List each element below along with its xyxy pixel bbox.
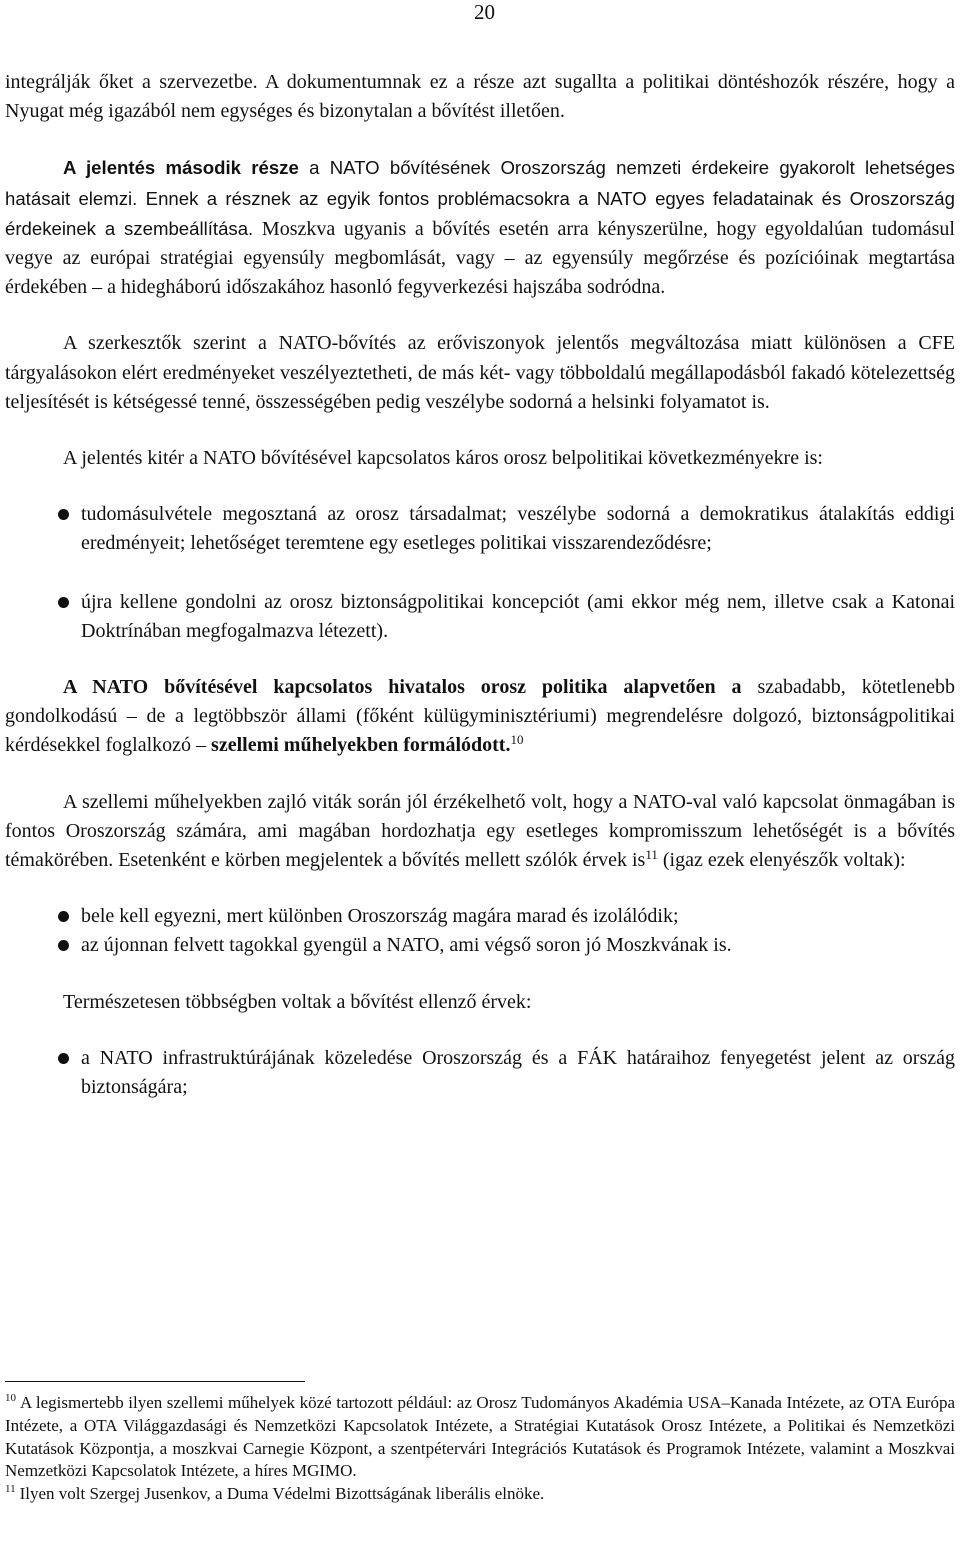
paragraph-5 [5, 673, 955, 761]
paragraph-6-text-after: (igaz ezek elenyészők voltak): [657, 849, 906, 872]
paragraph-5-text: szabadabb, kötetlenebb gondolkodású – de a legtöbbször állami (főként külügyminisztériumi) megrendelésre dolgozó, biztonságpolitikai kérdésekkel foglalkozó – [5, 676, 955, 757]
footnote-mark: 10 [5, 1392, 16, 1404]
paragraph-5-bold-1: A NATO bővítésével kapcsolatos hivatalos orosz politika alapvetően a [63, 676, 742, 699]
paragraph-4: A jelentés kitér a NATO bővítésével kapcsolatos káros orosz belpolitikai következményekre is: [63, 447, 823, 470]
list-item: tudomásulvétele megosztaná az orosz társadalmat; veszélybe sodorná a demokratikus átalakítás eddigi eredményeit; lehetőséget teremtene egy esetleges politikai visszarendeződésre; [5, 500, 955, 558]
bullet-icon [58, 911, 69, 922]
paragraph-2-bold: A jelentés második része [63, 157, 299, 179]
paragraph-1: integrálják őket a szervezetbe. A dokumentumnak ez a része azt sugallta a politikai döntéshozók részére, hogy a Nyugat még igazából nem egységes és bizonytalan a bővítést illetően. [5, 71, 955, 123]
bullet-icon [58, 597, 69, 608]
list-item: az újonnan felvett tagokkal gyengül a NATO, ami végső soron jó Moszkvának is. [5, 931, 955, 960]
list-item: bele kell egyezni, mert különben Oroszország magára marad és izolálódik; [5, 902, 955, 931]
footnote-ref-10[interactable]: 10 [510, 732, 524, 748]
list-item: a NATO infrastruktúrájának közeledése Oroszország és a FÁK határaihoz fenyegetést jelent az ország biztonságára; [5, 1044, 955, 1102]
footnote-11 [5, 1483, 955, 1506]
footnote-divider [5, 1381, 305, 1382]
bullet-icon [58, 509, 69, 520]
footnote-text: A legismertebb ilyen szellemi műhelyek közé tartozott például: az Orosz Tudományos Akadémia USA–Kanada Intézete, az OTA Európa Intézete, a OTA Világgazdasági és Nemzetközi Kapcsolatok Intézete, a Stratégiai Kutatások Orosz Intézete, a Politikai és Nemzetközi Kutatások Központja, a moszkvai Carnegie Központ, a szentpétervári Integrációs Kutatások és Programok Intézete, valamint a Moszkvai Nemzetközi Kapcsolatok Intézete, a híres MGIMO. [5, 1393, 955, 1481]
page-number: 20 [474, 0, 495, 24]
paragraph-5-bold-2: szellemi műhelyekben formálódott. [211, 734, 511, 757]
footnote-text: Ilyen volt Szergej Jusenkov, a Duma Védelmi Bizottságának liberális elnöke. [19, 1484, 545, 1504]
bullet-list-2 [5, 902, 955, 960]
paragraph-6-text: A szellemi műhelyekben zajló viták során jól érzékelhető volt, hogy a NATO-val való kapcsolat önmagában is fontos Oroszország számára, ami magában hordozhatja egy esetleges kompromisszum lehetőségét is a bővítés témakörében. Esetenként e körben megjelentek a bővítés mellett szólók érvek is [5, 790, 955, 872]
footnote-ref-11[interactable]: 11 [645, 847, 658, 863]
footnote-mark: 11 [5, 1483, 16, 1496]
document-body [5, 68, 955, 1129]
paragraph-7: Természetesen többségben voltak a bővítést ellenző érvek: [63, 990, 532, 1013]
list-item: újra kellene gondolni az orosz biztonságpolitikai koncepciót (ami ekkor még nem, illetve csak a Katonai Doktrínában megfogalmazva létezett). [5, 588, 955, 646]
bullet-icon [58, 1053, 69, 1064]
bullet-list-1 [5, 500, 955, 646]
paragraph-2-text: Moszkva ugyanis a bővítés esetén arra kényszerülne, hogy egyoldalúan tudomásul vegye az európai stratégiai egyensúly megbomlását, vagy – az egyensúly megőrzése és pozícióinak megtartása érdekében – a hidegháború időszakához hasonló fegyverkezési hajszába sodródna. [5, 217, 955, 299]
footnote-10 [5, 1392, 955, 1483]
bullet-list-3 [5, 1044, 955, 1102]
paragraph-2-sans-text: a NATO bővítésének Oroszország nemzeti érdekeire gyakorolt lehetséges hatásait elemzi. Ennek a résznek az egyik fontos problémacsokra a NATO egyes feladatainak és Oroszország érdekeinek a szembeállítása. [5, 157, 955, 239]
paragraph-2 [5, 153, 955, 302]
paragraph-6 [5, 788, 955, 876]
paragraph-3: A szerkesztők szerint a NATO-bővítés az erőviszonyok jelentős megváltozása miatt különösen a CFE tárgyalásokon elért eredményeket veszélyeztetheti, de más két- vagy többoldalú megállapodásból fakadó kötelezettség teljesítését is kétségessé tenné, összességében pedig veszélybe sodorná a helsinki folyamatot is. [5, 332, 955, 413]
bullet-icon [58, 940, 69, 951]
footnotes [5, 1392, 955, 1506]
